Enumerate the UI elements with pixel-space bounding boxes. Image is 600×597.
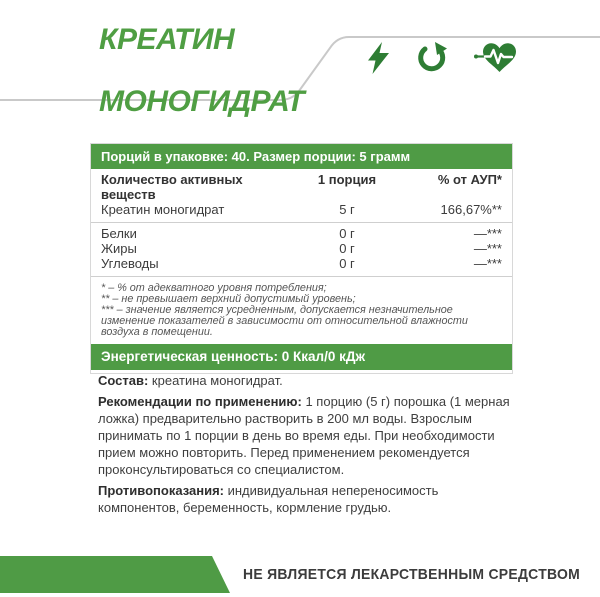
contraindications-text: индивидуальная непереносимость компонентов, беременность, кормление грудью.: [98, 483, 439, 515]
composition-paragraph: [98, 372, 519, 389]
composition-label: Состав:: [98, 373, 149, 388]
row-name: Жиры: [101, 241, 137, 256]
lightning-icon: [368, 42, 390, 74]
footnote-3: *** – значение является усредненным, допускается незначительное изменение показателей в зависимости от относительной влажности воздуха в помещении.: [101, 304, 468, 338]
refresh-icon: [415, 41, 449, 74]
info-text-block: [98, 372, 519, 520]
row-amount: 5 г: [339, 202, 355, 217]
product-title-line2: МОНОГИДРАТ: [99, 85, 305, 118]
heart-pulse-icon: [474, 42, 517, 74]
row-name: Белки: [101, 226, 137, 241]
usage-paragraph: [98, 393, 519, 478]
table-row-fat: [101, 241, 502, 256]
col-header-aup: % от АУП*: [437, 172, 502, 187]
row-name: Креатин моногидрат: [101, 202, 225, 217]
table-row-creatine: [101, 202, 502, 217]
product-title: [99, 24, 304, 117]
row-aup: —***: [473, 256, 502, 271]
row-aup: —***: [473, 226, 502, 241]
contraindications-paragraph: [98, 482, 519, 516]
footer-green-shape: [0, 556, 232, 593]
row-aup: 166,67%**: [440, 202, 502, 217]
footnote-1: * – % от адекватного уровня потребления;: [101, 282, 327, 294]
row-name: Углеводы: [101, 256, 159, 271]
table-row-protein: [101, 226, 502, 241]
col-header-substances: Количество активных веществ: [101, 172, 243, 202]
nutrition-facts-box: [90, 143, 513, 374]
product-title-line1: КРЕАТИН: [99, 23, 235, 56]
active-substances-section: [91, 169, 512, 222]
disclaimer-text: НЕ ЯВЛЯЕТСЯ ЛЕКАРСТВЕННЫМ СРЕДСТВОМ: [243, 566, 581, 583]
footnotes-block: [91, 276, 512, 344]
usage-text: 1 порцию (5 г) порошка (1 мерная ложка) предварительно растворить в 200 мл воды. Взрослым принимать по 1 порции в день во время еды. При необходимости прием можно повторить. Перед применением рекомендуется проконсультироваться со специалистом.: [98, 394, 510, 477]
benefit-icons: [368, 41, 517, 74]
col-header-serving: 1 порция: [317, 172, 377, 187]
energy-value-bar: Энергетическая ценность: 0 Ккал/0 кДж: [91, 344, 512, 370]
footnote-2: ** – не превышает верхний допустимый уровень;: [101, 293, 356, 305]
row-amount: 0 г: [339, 256, 355, 271]
contraindications-label: Противопоказания:: [98, 483, 224, 498]
usage-label: Рекомендации по применению:: [98, 394, 302, 409]
row-amount: 0 г: [339, 226, 355, 241]
table-row-carbs: [101, 256, 502, 271]
composition-text: креатина моногидрат.: [148, 373, 283, 388]
facts-header-row: [101, 172, 502, 202]
row-amount: 0 г: [339, 241, 355, 256]
row-aup: —***: [473, 241, 502, 256]
servings-bar: Порций в упаковке: 40. Размер порции: 5 грамм: [91, 144, 512, 169]
macros-section: [91, 222, 512, 276]
